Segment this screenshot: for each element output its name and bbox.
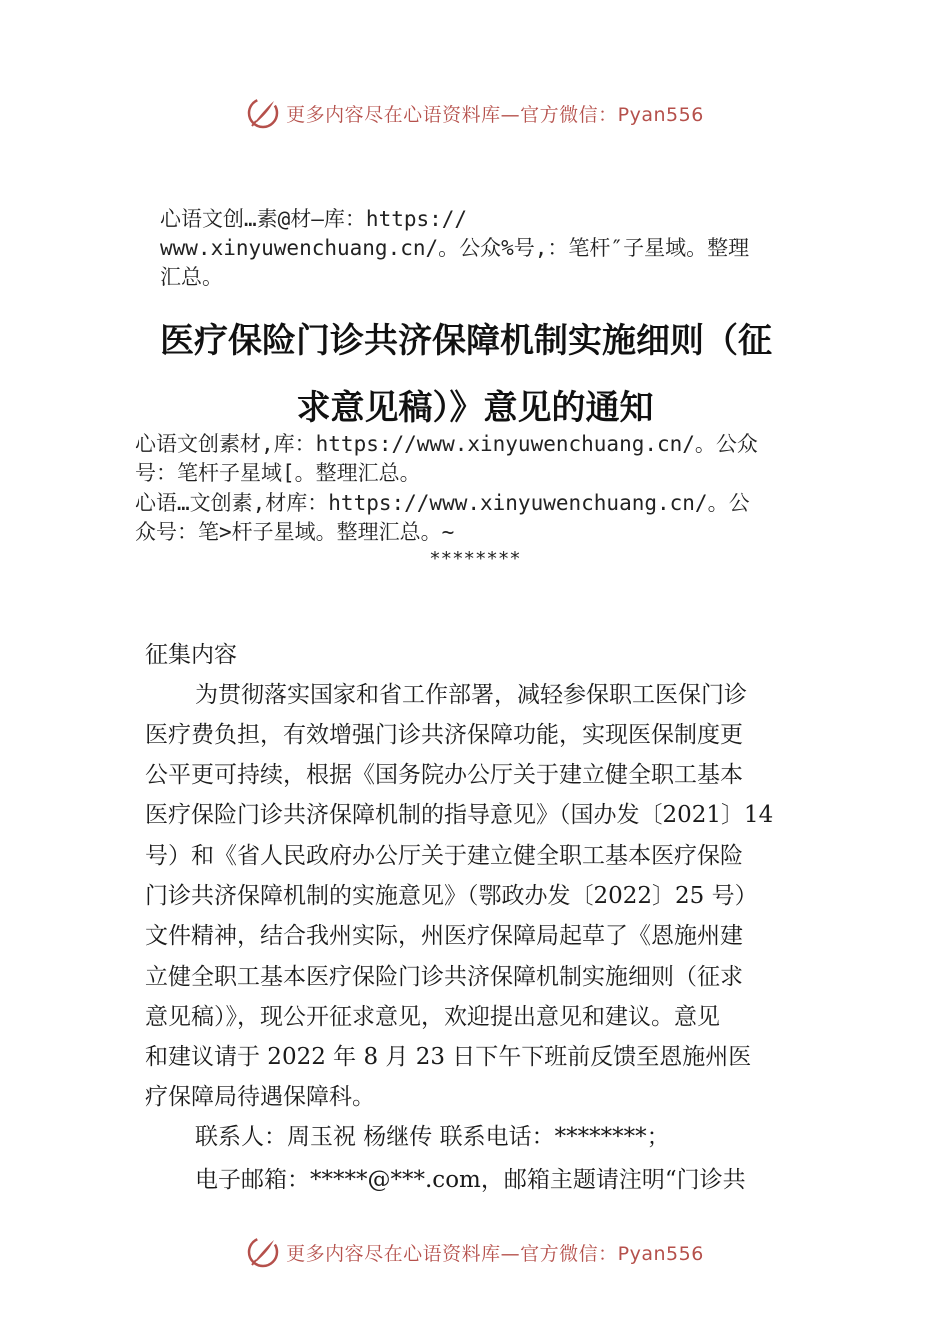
notice-line-1: 心语文创素材,库：https://www.xinyuwenchuang.cn/。公众 — [135, 432, 758, 456]
email-line: 电子邮箱：*****@***.com，邮箱主题请注明“门诊共 — [195, 1167, 746, 1193]
section-heading: 征集内容 — [145, 642, 237, 668]
paragraph-line-8: 立健全职工基本医疗保险门诊共济保障机制实施细则（征求 — [145, 964, 743, 990]
header-notice-line-3: 汇总。 — [160, 265, 223, 289]
paragraph-line-7: 文件精神，结合我州实际，州医疗保障局起草了《恩施州建 — [145, 923, 743, 949]
paragraph-line-11: 疗保障局待遇保障科。 — [145, 1084, 375, 1110]
watermark-text-bottom: 更多内容尽在心语资料库—官方微信：Pyan556 — [286, 1242, 704, 1265]
paragraph-line-1: 为贯彻落实国家和省工作部署，减轻参保职工医保门诊 — [195, 682, 747, 708]
document-title-line-2: 求意见稿）》意见的通知 — [296, 388, 654, 428]
paragraph-line-9: 意见稿）》，现公开征求意见，欢迎提出意见和建议。意见 — [145, 1004, 720, 1030]
paragraph-line-6: 门诊共济保障机制的实施意见》（鄂政办发〔2022〕25 号） — [145, 883, 758, 909]
stars-divider: ******** — [429, 548, 521, 570]
paragraph-line-3: 公平更可持续，根据《国务院办公厅关于建立健全职工基本 — [145, 762, 743, 788]
quill-pen-logo-icon — [246, 1235, 280, 1269]
watermark-banner-top — [0, 93, 950, 133]
document-title-line-1: 医疗保险门诊共济保障机制实施细则（征 — [160, 321, 772, 361]
notice-line-2: 号：笔杆子星域[。整理汇总。 — [135, 461, 421, 485]
watermark-text: 更多内容尽在心语资料库—官方微信：Pyan556 — [286, 103, 704, 126]
notice-line-3: 心语…文创素,材库：https://www.xinyuwenchuang.cn/。公 — [135, 491, 750, 515]
header-notice-line-1: 心语文创…素@材—库：https:// — [160, 207, 468, 231]
paragraph-line-10: 和建议请于 2022 年 8 月 23 日下午下班前反馈至恩施州医 — [145, 1044, 752, 1070]
contact-line: 联系人：周玉祝 杨继传 联系电话：********； — [195, 1124, 670, 1150]
paragraph-line-4: 医疗保险门诊共济保障机制的指导意见》（国办发〔2021〕14 — [145, 802, 774, 828]
notice-line-4: 众号：笔>杆子星域。整理汇总。~ — [135, 520, 455, 544]
watermark-banner-bottom — [0, 1232, 950, 1272]
quill-pen-logo-icon — [246, 96, 280, 130]
paragraph-line-2: 医疗费负担，有效增强门诊共济保障功能，实现医保制度更 — [145, 722, 743, 748]
paragraph-line-5: 号）和《省人民政府办公厅关于建立健全职工基本医疗保险 — [145, 843, 743, 869]
header-notice-line-2: www.xinyuwenchuang.cn/。公众%号,：笔杆″子星域。整理 — [160, 236, 750, 260]
